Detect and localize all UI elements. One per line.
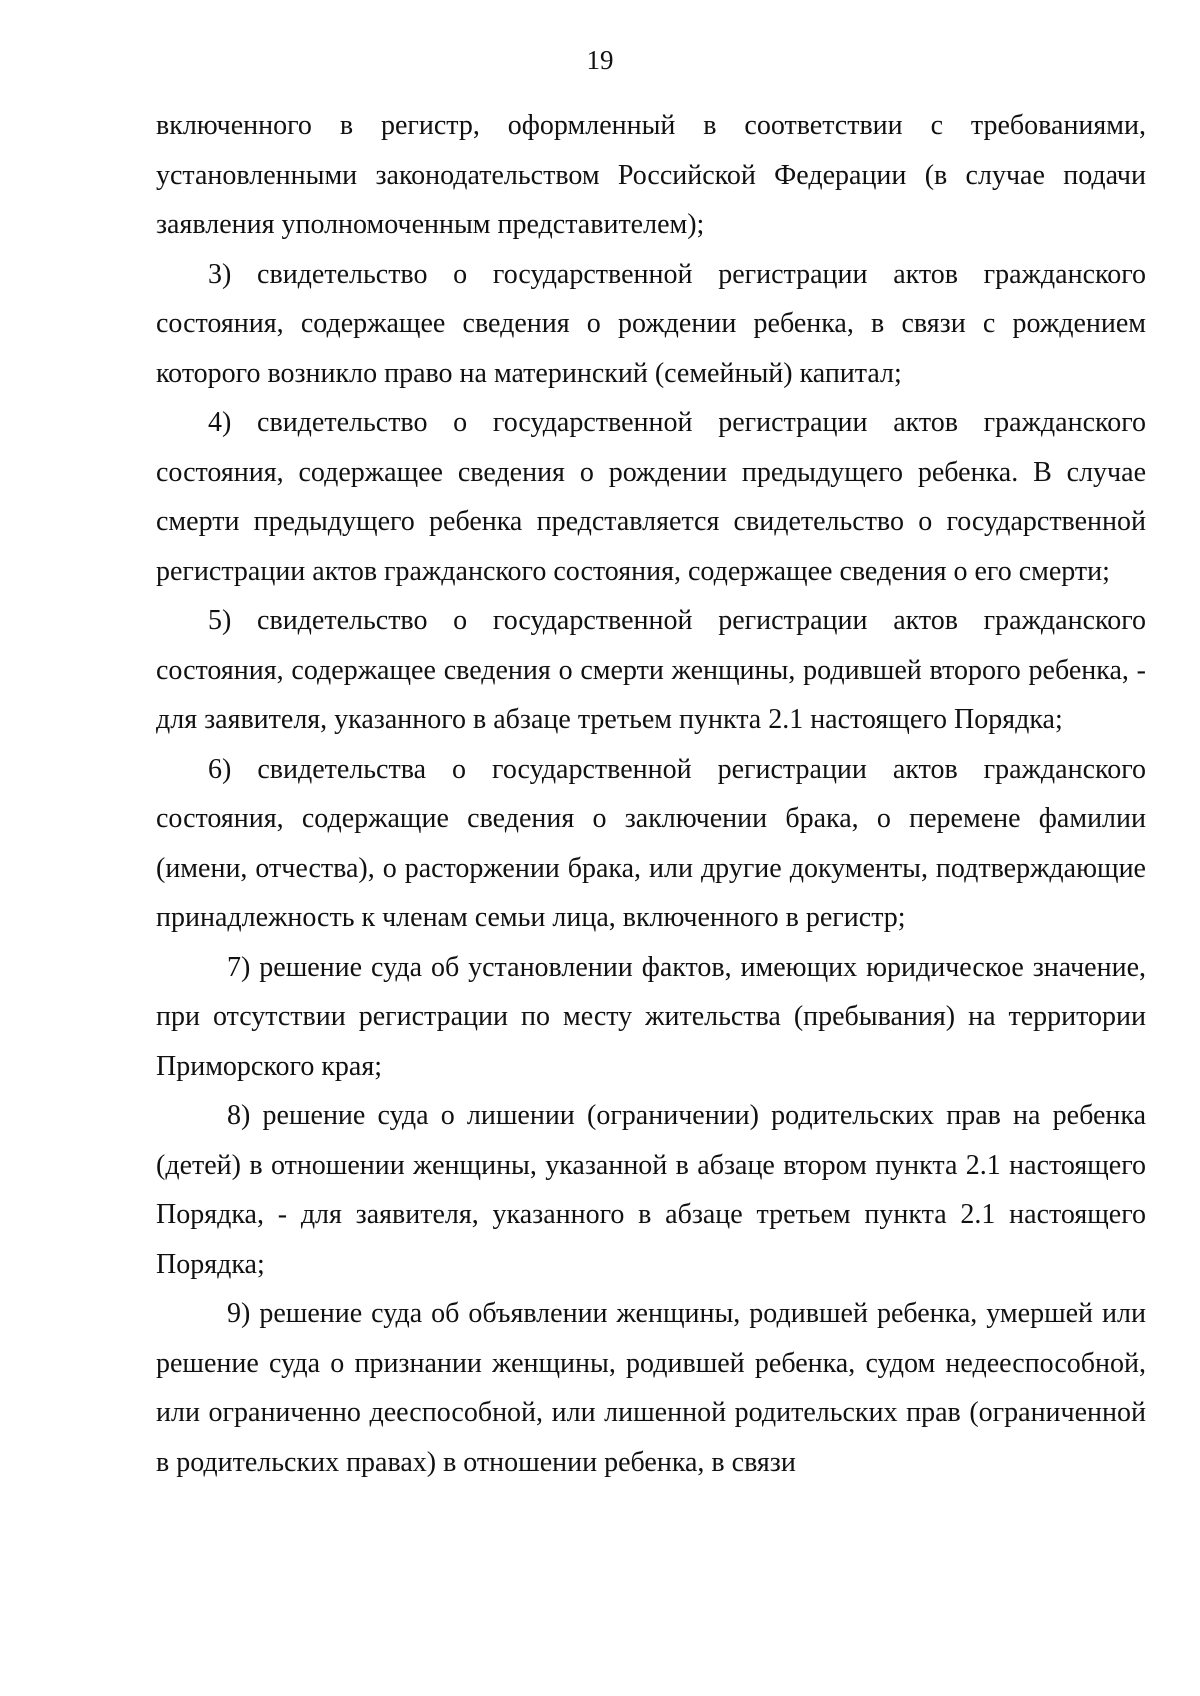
- paragraph-item-8: 8) решение суда о лишении (ограничении) родительских прав на ребенка (детей) в отношении женщины, указанной в абзаце втором пункта 2.1 настоящего Порядка, - для заявителя, указанного в абзаце третьем пункта 2.1 настоящего Порядка;: [156, 1100, 1146, 1280]
- paragraph-item-4: 4) свидетельство о государственной регистрации актов гражданского состояния, содержащее сведения о рождении предыдущего ребенка. В случае смерти предыдущего ребенка представляется свидетельство о государственной регистрации актов гражданского состояния, содержащее сведения о его смерти;: [156, 407, 1146, 587]
- paragraph-item-6: 6) свидетельства о государственной регистрации актов гражданского состояния, содержащие сведения о заключении брака, о перемене фамилии (имени, отчества), о расторжении брака, или другие документы, подтверждающие принадлежность к членам семьи лица, включенного в регистр;: [156, 753, 1146, 933]
- paragraph-item-7: 7) решение суда об установлении фактов, имеющих юридическое значение, при отсутствии регистрации по месту жительства (пребывания) на территории Приморского края;: [156, 951, 1146, 1082]
- paragraph-item-9: 9) решение суда об объявлении женщины, родившей ребенка, умершей или решение суда о признании женщины, родившей ребенка, судом недееспособной, или ограниченно дееспособной, или лишенной родительских прав (ограниченной в родительских правах) в отношении ребенка, в связи: [156, 1298, 1146, 1478]
- page-number: 19: [586, 45, 614, 75]
- document-body: [156, 101, 1146, 1487]
- paragraph-item-3: 3) свидетельство о государственной регистрации актов гражданского состояния, содержащее сведения о рождении ребенка, в связи с рождением которого возникло право на материнский (семейный) капитал;: [156, 258, 1146, 389]
- paragraph-item-5: 5) свидетельство о государственной регистрации актов гражданского состояния, содержащее сведения о смерти женщины, родившей второго ребенка, - для заявителя, указанного в абзаце третьем пункта 2.1 настоящего Порядка;: [156, 605, 1146, 735]
- paragraph-continuation: включенного в регистр, оформленный в соответствии с требованиями, установленными законодательством Российской Федерации (в случае подачи заявления уполномоченным представителем);: [156, 110, 1146, 240]
